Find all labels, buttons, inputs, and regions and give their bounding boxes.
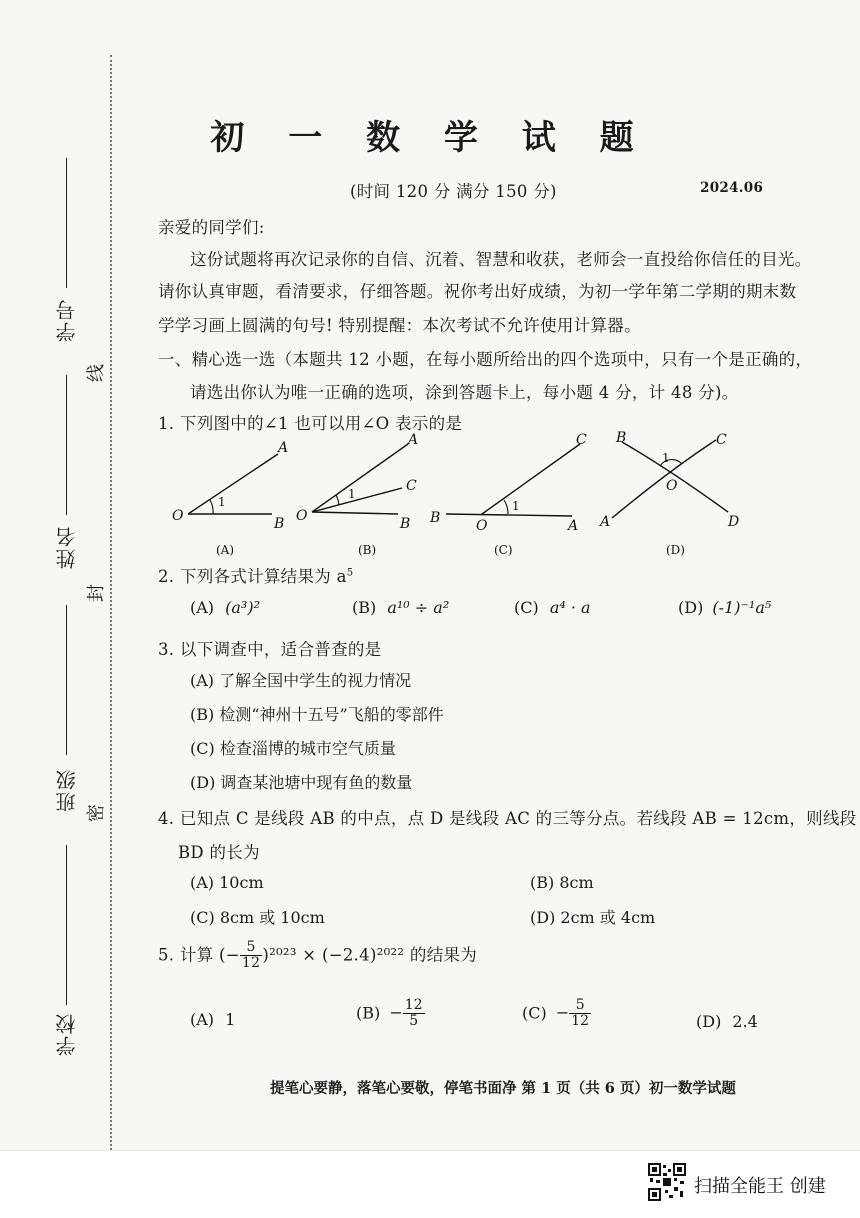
q2-option-c-text: a⁴ · a [549, 598, 591, 617]
q5-option-c [522, 998, 591, 1030]
fig-c-caption: (C) [494, 543, 513, 557]
q5-stem-suffix: 的结果为 [409, 945, 478, 965]
fig-b-caption: (B) [358, 543, 377, 557]
q2-option-a-label: (A) [190, 598, 215, 617]
fig-d-label-c: C [716, 432, 727, 448]
q5-option-a-value: 1 [225, 1010, 236, 1029]
fig-b-label-o: O [296, 508, 308, 524]
q2-option-d [678, 598, 771, 617]
fig-b-label-1: 1 [348, 487, 356, 501]
q2-option-b [352, 598, 449, 617]
q5-fraction [240, 940, 262, 972]
q2-option-b-text: a¹⁰ ÷ a² [387, 598, 450, 617]
q4-stem-line-2: BD 的长为 [178, 843, 260, 862]
name-blank [66, 375, 67, 515]
q2-option-c [514, 598, 591, 617]
q2-option-c-label: (C) [514, 598, 539, 617]
class-label: 班级 [55, 768, 79, 812]
q2-stem-exponent: 5 [346, 567, 354, 579]
figure-c [429, 432, 587, 557]
q5-stem-prefix: 5. 计算 [158, 945, 214, 965]
fig-c-label-a: A [568, 518, 579, 534]
fig-d-label-1: 1 [662, 451, 670, 465]
fig-d-line-bd [622, 442, 728, 512]
fig-a-caption: (A) [216, 543, 235, 557]
q3-stem: 3. 以下调查中，适合普查的是 [158, 640, 382, 659]
intro-line-3: 学学习画上圆满的句号! 特别提醒：本次考试不允许使用计算器。 [158, 316, 641, 335]
fig-d-label-d: D [728, 514, 740, 530]
q2-option-a-text: (a³)² [225, 598, 260, 617]
fig-c-label-1: 1 [512, 499, 520, 513]
q5-fraction-den: 12 [241, 955, 261, 972]
fig-c-label-o: O [476, 518, 488, 534]
page-footer: 提笔心要静，落笔心要敬，停笔书面净 第 1 页（共 6 页）初一数学试题 [270, 1080, 736, 1097]
fig-a-label-1: 1 [218, 495, 226, 509]
q5-open: (− [219, 945, 240, 965]
q1-stem: 1. 下列图中的∠1 也可以用∠O 表示的是 [158, 414, 463, 433]
fig-c-ray-oc [482, 444, 580, 514]
fig-b-ray-oc [312, 488, 402, 512]
student-id-label: 学号 [55, 298, 79, 342]
q5-option-d-value: 2.4 [732, 1012, 758, 1031]
figure-b [296, 432, 418, 557]
school-label: 学校 [55, 1012, 79, 1056]
q2-option-d-text: (-1)⁻¹a⁵ [712, 598, 772, 617]
q5-option-d [696, 1012, 758, 1031]
q4-stem-line-1: 4. 已知点 C 是线段 AB 的中点，点 D 是线段 AC 的三等分点。若线段 AB = 12cm，则线段 [158, 809, 857, 828]
fig-b-label-b: B [400, 516, 411, 532]
qr-code-icon [648, 1163, 686, 1201]
school-blank [66, 845, 67, 1005]
q2-stem-text: 2. 下列各式计算结果为 a [158, 567, 347, 586]
q5-option-c-num: 5 [569, 998, 591, 1014]
q3-option-b: (B) 检测“神州十五号”飞船的零部件 [190, 705, 444, 724]
figure-a [172, 440, 288, 557]
q3-option-d: (D) 调查某池塘中现有鱼的数量 [190, 773, 413, 792]
fig-c-angle-arc [504, 500, 508, 514]
q5-option-b-sign: − [389, 1003, 403, 1023]
intro-line-1: 这份试题将再次记录你的自信、沉着、智慧和收获，老师会一直投给你信任的目光。 [190, 250, 812, 269]
q5-option-c-label: (C) [522, 1003, 547, 1023]
q5-fraction-num: 5 [240, 940, 262, 956]
fig-a-label-b: B [274, 516, 285, 532]
fig-d-label-b: B [616, 430, 627, 446]
exam-date: 2024.06 [700, 180, 764, 196]
q4-option-a: (A) 10cm [190, 873, 264, 892]
greeting: 亲爱的同学们: [158, 218, 265, 237]
seal-mark-secret: 密 [86, 804, 107, 822]
fig-a-angle-arc [210, 500, 213, 514]
q2-option-b-label: (B) [352, 598, 377, 617]
q5-option-a-label: (A) [190, 1010, 215, 1029]
section1-instructions-1: 一、精心选一选（本题共 12 小题，在每小题所给出的四个选项中，只有一个是正确的， [158, 350, 813, 369]
q3-option-a: (A) 了解全国中学生的视力情况 [190, 671, 412, 690]
q4-option-b: (B) 8cm [530, 873, 594, 892]
q2-option-d-label: (D) [678, 598, 704, 617]
exam-title: 初 一 数 学 试 题 [210, 118, 650, 158]
figure-d [598, 430, 739, 557]
fig-c-label-b: B [430, 510, 441, 526]
q5-option-b-fraction [403, 998, 425, 1030]
q5-option-b-label: (B) [356, 1003, 381, 1023]
fig-c-line-ba [446, 514, 572, 516]
q5-option-c-sign: − [555, 1003, 570, 1023]
fig-b-angle-arc [336, 495, 339, 505]
q5-option-c-den: 12 [571, 1013, 590, 1030]
fig-d-label-o: O [666, 478, 678, 494]
q5-exponent-expr: )²⁰²³ × (−2.4)²⁰²² [262, 945, 405, 965]
q3-option-c: (C) 检查淄博的城市空气质量 [190, 739, 396, 758]
student-id-blank [66, 158, 67, 288]
seal-mark-line: 线 [86, 364, 107, 382]
scanner-watermark: 扫描全能王 创建 [694, 1176, 826, 1197]
q2-stem [158, 563, 353, 587]
class-blank [66, 605, 67, 755]
q5-option-c-fraction [569, 998, 591, 1030]
section1-instructions-2: 请选出你认为唯一正确的选项，涂到答题卡上，每小题 4 分，计 48 分)。 [190, 383, 739, 402]
exam-subtitle: (时间 120 分 满分 150 分) [350, 182, 557, 201]
q5-stem [158, 940, 477, 972]
fig-b-ray-oa [312, 444, 408, 512]
q5-option-b-den: 5 [409, 1013, 419, 1030]
fig-a-label-o: O [172, 508, 184, 524]
q2-option-a [190, 598, 260, 617]
fig-c-label-c: C [576, 432, 587, 448]
intro-line-2: 请你认真审题，看清要求，仔细答题。祝你考出好成绩，为初一学年第二学期的期末数 [158, 282, 797, 301]
binding-dotted-line [110, 55, 112, 1150]
seal-mark-seal: 封 [86, 584, 107, 602]
fig-b-label-c: C [406, 478, 417, 494]
q4-option-d: (D) 2cm 或 4cm [530, 908, 656, 927]
q5-option-b [356, 998, 425, 1030]
q5-option-a [190, 1010, 235, 1029]
q1-figures [160, 430, 760, 560]
fig-b-ray-ob [312, 512, 398, 514]
name-label: 姓名 [55, 525, 79, 569]
fig-d-label-a: A [600, 514, 611, 530]
q5-option-b-num: 12 [404, 997, 423, 1013]
q5-option-d-label: (D) [696, 1012, 722, 1031]
q4-option-c: (C) 8cm 或 10cm [190, 908, 325, 927]
fig-a-label-a: A [278, 440, 289, 456]
fig-a-ray-oa [188, 454, 278, 514]
fig-d-caption: (D) [666, 543, 685, 557]
fig-b-label-a: A [408, 432, 419, 448]
